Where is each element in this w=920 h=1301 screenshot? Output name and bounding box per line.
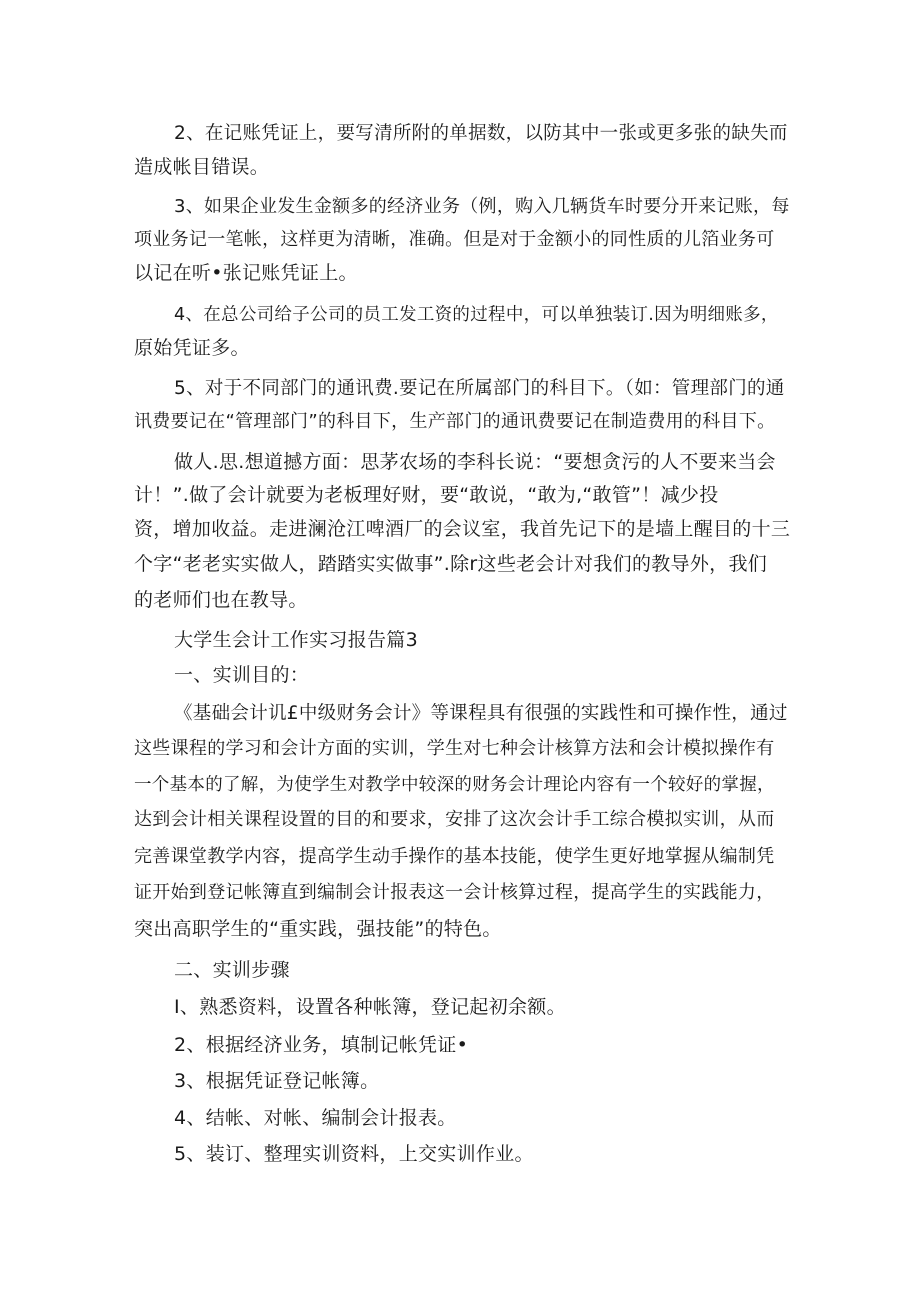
list-item: 3、根据凭证登记帐簿。	[174, 1070, 380, 1092]
text-line: 一个基本的了解，为使学生对教学中较深的财务会计理论内容有一个较好的掌握，	[134, 775, 775, 795]
text-line: 以记在听•张记账凭证上。	[134, 262, 358, 284]
text-line: 2、在记账凭证上，要写清所附的单据数，以防其中一张或更多张的缺失而	[174, 123, 788, 144]
text-line: 个字“老老实实做人，踏踏实实做事”.除r这些老会计对我们的教导外，我们	[134, 553, 768, 575]
text-line: 大学生会计工作实习报告篇3	[174, 629, 418, 651]
text-line: 一、实训目的：	[174, 664, 310, 686]
text-line: 讯费要记在“管理部门”的科目下，生产部门的通讯费要记在制造费用的科目下。	[134, 411, 776, 432]
text-line: 二、实训步骤	[174, 959, 290, 981]
text-line: 的老师们也在教导。	[134, 589, 308, 611]
list-item: 5、装订、整理实训资料，上交实训作业。	[174, 1143, 534, 1165]
text-line: 做人.思.想道撼方面：思茅农场的李科长说：“要想贪污的人不要来当会	[174, 451, 776, 473]
text-line: 4、在总公司给子公司的员工发工资的过程中，可以单独装订.因为明细账多，	[174, 305, 779, 325]
text-line: 证开始到登记帐簿直到编制会计报表这一会计核算过程，提高学生的实践能力，	[134, 882, 775, 903]
list-item: I、熟悉资料，设置各种帐簿，登记起初余额。	[174, 996, 566, 1018]
text-line: 造成帐目错误。	[134, 156, 270, 178]
text-line: 《基础会计讥£中级财务会计》等课程具有很强的实践性和可操作性，通过	[174, 703, 788, 724]
text-line: 突出高职学生的“重实践，强技能”的特色。	[134, 918, 502, 940]
text-line: 计！”.做了会计就要为老板理好财，要“敢说，“敢为,“敢管”！减少投	[134, 484, 719, 506]
text-line: 项业务记一笔帐，这样更为清晰，准确。但是对于金额小的同性质的儿箔业务可	[134, 229, 775, 250]
text-line: 完善课堂教学内容，提高学生动手操作的基本技能，使学生更好地掌握从编制凭	[134, 846, 775, 867]
text-line: 资，增加收益。走进澜沧江啤酒厂的会议室，我首先记下的是墙上醒目的十三	[134, 518, 791, 540]
text-line: 3、如果企业发生金额多的经济业务（例，购入几辆货车时要分开来记账，每	[174, 196, 790, 217]
text-line: 这些课程的学习和会计方面的实训，学生对七种会计核算方法和会计模拟操作有	[134, 738, 775, 759]
list-item: 4、结帐、对帐、编制会计报表。	[174, 1107, 457, 1129]
text-line: 原始凭证多。	[134, 337, 250, 359]
list-item: 2、根据经济业务，填制记帐凭证•	[174, 1034, 469, 1056]
text-line: 5、对于不同部门的通讯费.要记在所属部门的科目下。（如：管理部门的通	[174, 378, 785, 399]
text-line: 达到会计相关课程设置的目的和要求，安排了这次会计手工综合模拟实训，从而	[134, 809, 775, 830]
